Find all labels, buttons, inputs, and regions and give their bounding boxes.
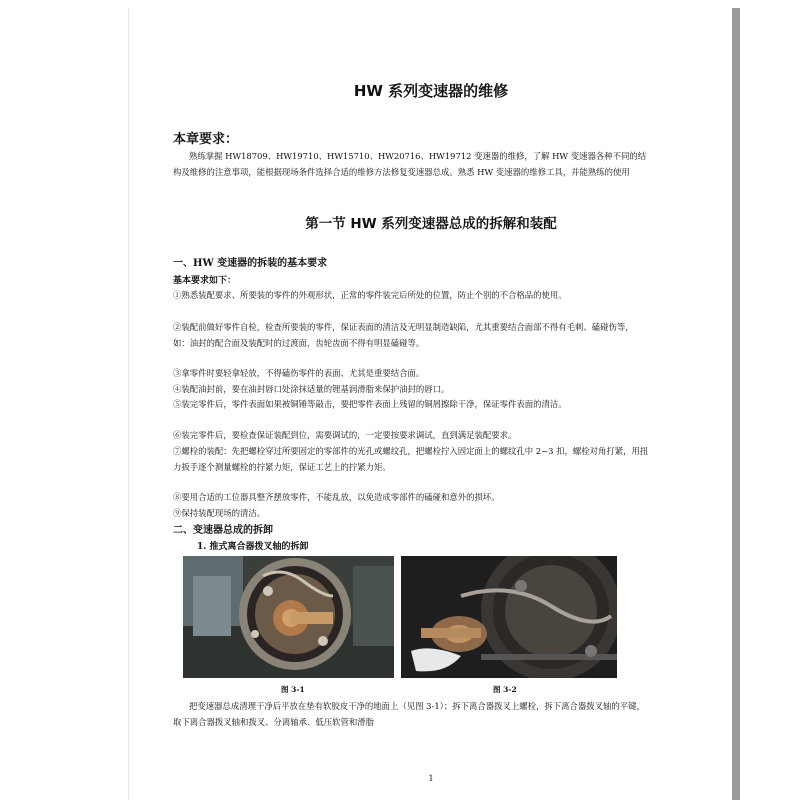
list-item: ⑧要用合适的工位器具整齐摆放零件，不能乱放，以免造成零部件的磕碰和意外的损坏。 — [173, 492, 500, 502]
list-item: ①熟悉装配要求、所要装的零件的外观形状，正常的零件装完后所处的位置，防止个别的不合格品的使用。 — [173, 290, 567, 300]
document-page — [128, 8, 733, 800]
list-item: ⑤装完零件后，零件表面如果被铜锤等敲击，要把零件表面上残留的铜屑擦除干净，保证零件表面的清洁。 — [173, 399, 567, 409]
requirements-paragraph: 熟练掌握 HW18709、HW19710、HW15710、HW20716、HW19712 变速器的维修，了解 HW 变速器各种不同的结构及维修的注意事项，能根据现场条件选择合适的维修方法修复变速器总成。熟悉 HW 变速器的维修工具，并能熟练的使用 — [173, 151, 647, 177]
subsection-heading-1: 一、HW 变速器的拆装的基本要求 — [173, 258, 328, 269]
page-number: 1 — [428, 774, 434, 783]
subsection-heading-2-1: 1. 推式离合器拨叉轴的拆卸 — [197, 542, 309, 552]
list-item: ⑦螺栓的装配：先把螺栓穿过所要固定的零部件的光孔或螺纹孔，把螺栓拧入固定面上的螺纹孔中 2~3 扣，螺栓对角打紧，用扭力扳手逐个测量螺栓的拧紧力矩，保证工艺上的拧紧力矩。 — [173, 446, 649, 472]
list-item: ④装配油封前，要在油封唇口处涂抹适量的锂基润滑脂来保护油封的唇口。 — [173, 384, 450, 394]
figure-caption-left: 图 3-1 — [281, 685, 305, 694]
list-item: ⑥装完零件后，要检查保证装配到位，需要调试的，一定要按要求调试，直到满足装配要求。 — [173, 430, 517, 440]
section-title: 第一节 HW 系列变速器总成的拆解和装配 — [305, 216, 557, 232]
basic-requirements-label: 基本要求如下： — [173, 276, 237, 286]
gearbox-photo-right — [401, 556, 617, 678]
page-title: HW 系列变速器的维修 — [353, 82, 509, 100]
subsection-heading-2: 二、变速器总成的拆卸 — [173, 525, 273, 536]
requirements-heading: 本章要求： — [173, 132, 239, 147]
page-edge — [732, 8, 740, 800]
gearbox-photo-left — [183, 556, 394, 678]
list-item: ②装配前做好零件自检，检查所要装的零件，保证表面的清洁及无明显制造缺陷，尤其重要结合面部不得有毛刺、磕碰伤等，如：油封的配合面及装配时的过渡面，齿轮齿面不得有明显磕碰等。 — [173, 322, 634, 348]
list-item: ⑨保持装配现场的清洁。 — [173, 508, 266, 518]
list-item: ③拿零件时要轻拿轻放，不得磕伤零件的表面、尤其是重要结合面。 — [173, 368, 425, 378]
figure-caption-right: 图 3-2 — [493, 685, 517, 694]
body-paragraph: 把变速器总成清理干净后平放在垫有软胶皮干净的地面上（见图 3-1）；拆下离合器拨叉上螺栓，拆下离合器拨叉轴的平键，取下离合器拨叉轴和拨叉、分离轴承、低压软管和滑脂 — [173, 701, 645, 727]
